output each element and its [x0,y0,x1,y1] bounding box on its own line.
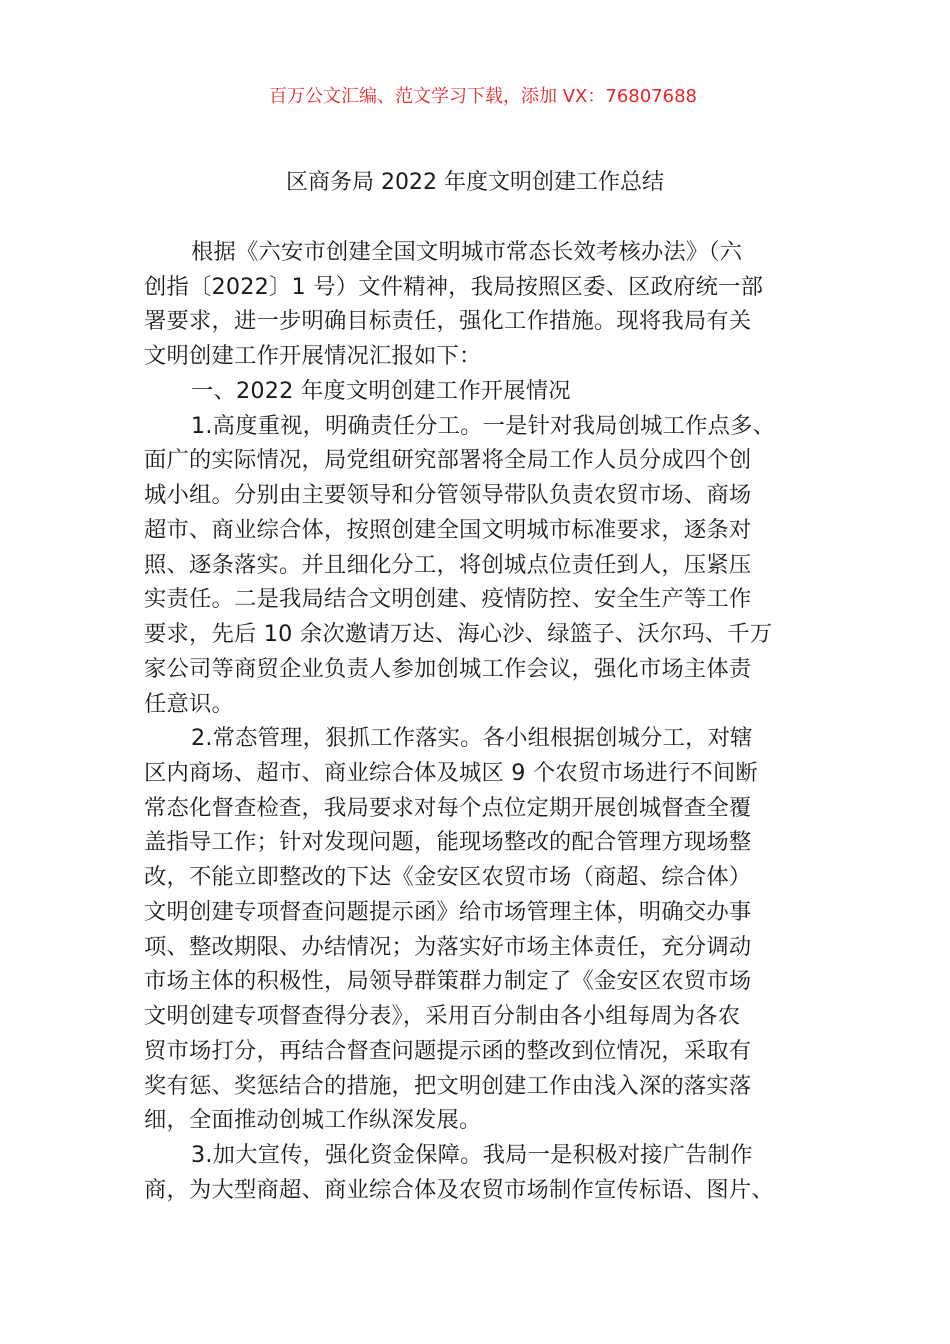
paragraph [144,409,834,722]
document-title: 区商务局 2022 年度文明创建工作总结 [286,170,664,195]
paragraph-line: 家公司等商贸企业负责人参加创城工作会议，强化市场主体责 [144,655,752,682]
paragraph-line: 超市、商业综合体，按照创建全国文明城市标准要求，逐条对 [144,516,752,543]
paragraph-line: 文明创建专项督查得分表》，采用百分制由各小组每周为各农 [144,1003,741,1030]
paragraph-line: 奖有惩、奖惩结合的措施，把文明创建工作由浅入深的落实落 [144,1072,752,1099]
watermark-banner: 百万公文汇编、范文学习下载，添加 VX：76807688 [269,86,697,107]
document-body [144,235,834,1208]
paragraph-line: 细，全面推动创城工作纵深发展。 [144,1107,482,1134]
paragraph-line: 文明创建工作开展情况汇报如下： [144,343,482,370]
paragraph-line: 创指〔2022〕1 号）文件精神，我局按照区委、区政府统一部 [144,273,764,300]
paragraph [144,235,834,374]
paragraph-line: 盖指导工作；针对发现问题，能现场整改的配合管理方现场整 [144,829,752,856]
paragraph-line: 照、逐条落实。并且细化分工，将创城点位责任到人，压紧压 [144,551,752,578]
paragraph-line: 实责任。二是我局结合文明创建、疫情防控、安全生产等工作 [144,586,752,613]
paragraph-line: 区内商场、超市、商业综合体及城区 9 个农贸市场进行不间断 [144,760,758,787]
paragraph-line: 1.高度重视，明确责任分工。一是针对我局创城工作点多、 [191,412,776,439]
paragraph-line: 常态化督查检查，我局要求对每个点位定期开展创城督查全覆 [144,794,752,821]
paragraph-line: 项、整改期限、办结情况；为落实好市场主体责任，充分调动 [144,933,752,960]
paragraph-line: 署要求，进一步明确目标责任，强化工作措施。现将我局有关 [144,308,752,335]
paragraph-line: 任意识。 [144,690,234,717]
paragraph-line: 3.加大宣传，强化资金保障。我局一是积极对接广告制作 [191,1142,753,1169]
paragraph-line: 文明创建专项督查问题提示函》给市场管理主体，明确交办事 [144,898,752,925]
paragraph-line: 贸市场打分，再结合督查问题提示函的整改到位情况，采取有 [144,1037,752,1064]
paragraph [144,721,834,1138]
paragraph-line: 市场主体的积极性，局领导群策群力制定了《金安区农贸市场 [144,968,752,995]
paragraph-line: 2.常态管理，狠抓工作落实。各小组根据创城分工，对辖 [191,725,753,752]
paragraph [144,1138,834,1207]
paragraph-line: 面广的实际情况，局党组研究部署将全局工作人员分成四个创 [144,447,752,474]
paragraph-line: 根据《六安市创建全国文明城市常态长效考核办法》（六 [191,239,743,265]
paragraph-line: 要求，先后 10 余次邀请万达、海心沙、绿篮子、沃尔玛、千万 [144,621,773,648]
paragraph [144,374,834,409]
paragraph-line: 一、2022 年度文明创建工作开展情况 [191,377,571,404]
paragraph-line: 城小组。分别由主要领导和分管领导带队负责农贸市场、商场 [144,482,752,509]
paragraph-line: 商，为大型商超、商业综合体及农贸市场制作宣传标语、图片、 [144,1176,774,1203]
paragraph-line: 改，不能立即整改的下达《金安区农贸市场（商超、综合体） [144,864,752,891]
